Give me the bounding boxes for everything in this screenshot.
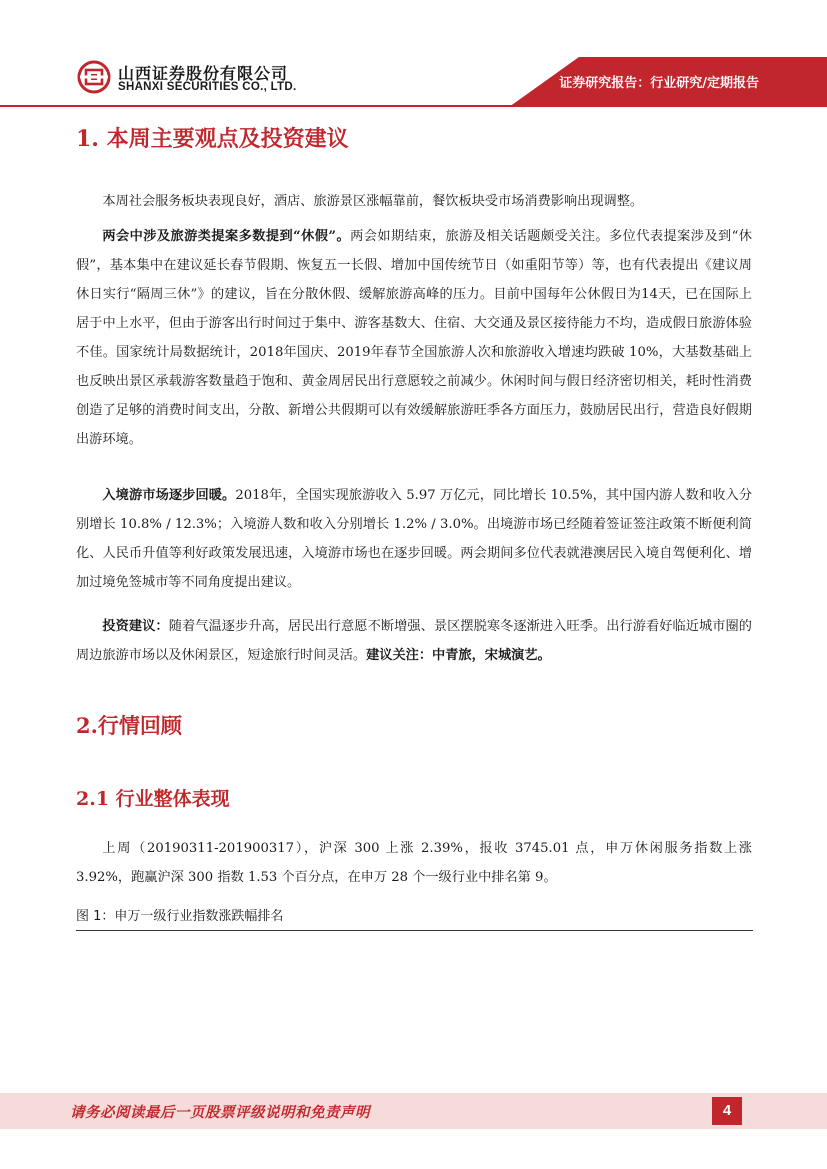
page-number: 4 xyxy=(712,1097,742,1125)
paragraph-text: 2018年，全国实现旅游收入 5.97 万亿元，同比增长 10.5%，其中国内游人数和收入分别增长 10.8% / 12.3%；入境游人数和收入分别增长 1.2% / 3.0%。出境游市场已经随着签证签注政策不断便利简化、人民币升值等利好政策发展迅速，入境游市场也在逐步回暖。两会期间多位代表就港澳居民入境自驾便利化、增加过境免签城市等不同角度提出建议。 xyxy=(76,488,753,590)
recommended-stocks: 建议关注：中青旅，宋城演艺。 xyxy=(366,648,551,663)
section-2-title: 2.行情回顾 xyxy=(76,713,182,738)
report-type-tag: 证券研究报告：行业研究/定期报告 xyxy=(559,76,759,91)
paragraph-investment-advice xyxy=(76,612,752,670)
footer-disclaimer: 请务必阅读最后一页股票评级说明和免责声明 xyxy=(70,1104,370,1121)
paragraph-lead: 入境游市场逐步回暖。 xyxy=(102,488,236,503)
paragraph-lead: 投资建议： xyxy=(102,619,169,634)
paragraph-text: 本周社会服务板块表现良好，酒店、旅游景区涨幅靠前，餐饮板块受市场消费影响出现调整。 xyxy=(102,194,644,209)
header-divider xyxy=(0,105,827,107)
paragraph-text: 两会如期结束，旅游及相关话题颇受关注。多位代表提案涉及到“休假”，基本集中在建议延长春节假期、恢复五一长假、增加中国传统节日（如重阳节等）等，也有代表提出《建议周休日实行“隔周三休”》的建议，旨在分散休假、缓解旅游高峰的压力。目前中国每年公休假日为14天，已在国际上居于中上水平，但由于游客出行时间过于集中、游客基数大、住宿、大交通及景区接待能力不均，造成假日旅游体验不佳。国家统计局数据统计，2018年国庆、2019年春节全国旅游人次和旅游收入增速均跌破 10%，大基数基础上也反映出景区承载游客数量趋于饱和、黄金周居民出行意愿较之前减少。休闲时间与假日经济密切相关，耗时性消费创造了足够的消费时间支出，分散、新增公共假期可以有效缓解旅游旺季各方面压力，鼓励居民出行，营造良好假期出游环境。 xyxy=(76,229,752,447)
figure-caption: 图 1：申万一级行业指数涨跌幅排名 xyxy=(76,909,284,924)
paragraph-sector-summary xyxy=(76,187,752,216)
paragraph-market-review xyxy=(76,834,752,892)
company-logo-icon xyxy=(77,60,111,94)
page-header xyxy=(0,0,827,110)
paragraph-text: 随着气温逐步升高，居民出行意愿不断增强、景区摆脱寒冬逐渐进入旺季。出行游看好临近城市圈的周边旅游市场以及休闲景区，短途旅行时间灵活。 xyxy=(76,619,752,663)
section-2-1-title: 2.1 行业整体表现 xyxy=(76,788,230,810)
paragraph-inbound-tourism xyxy=(76,481,752,597)
paragraph-lead: 两会中涉及旅游类提案多数提到“休假”。 xyxy=(102,229,351,244)
figure-divider xyxy=(76,930,753,931)
company-name-cn: 山西证券股份有限公司 xyxy=(118,64,289,83)
company-name-en: SHANXI SECURITIES CO., LTD. xyxy=(118,81,297,93)
section-1-title: 1. 本周主要观点及投资建议 xyxy=(76,126,349,152)
paragraph-text: 上周（20190311-201900317），沪深 300 上涨 2.39%，报收 3745.01 点，申万休闲服务指数上涨 3.92%，跑赢沪深 300 指数 1.53 个百分点，在申万 28 个一级行业中排名第 9。 xyxy=(76,841,752,885)
paragraph-holiday-proposals xyxy=(76,222,752,454)
